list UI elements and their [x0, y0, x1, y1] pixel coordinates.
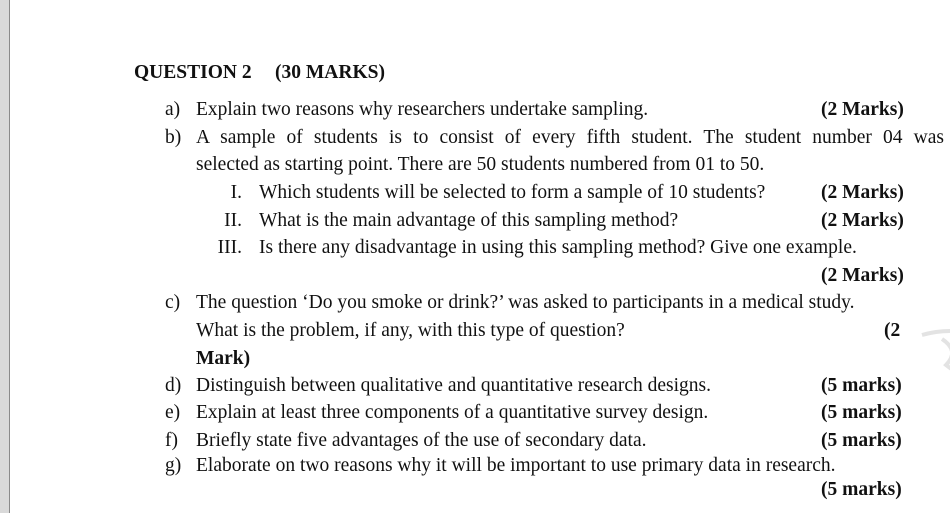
item-g-label: g) — [165, 455, 182, 476]
item-c-marks-part2: Mark) — [196, 348, 251, 369]
item-d-label: d) — [165, 375, 182, 396]
item-a-label: a) — [165, 99, 181, 120]
item-b-iii-label: III. — [217, 237, 242, 258]
item-f-label: f) — [165, 430, 178, 451]
item-b-label: b) — [165, 127, 182, 148]
item-a-marks: (2 Marks) — [821, 99, 904, 120]
item-c-marks-part1: (2 — [884, 320, 901, 341]
question-title: QUESTION 2 — [134, 62, 252, 83]
item-b-ii-label: II. — [224, 210, 242, 231]
item-b-ii-marks: (2 Marks) — [821, 210, 904, 231]
item-c-text-line1: The question ‘Do you smoke or drink?’ was asked to participants in a medical study. — [196, 292, 855, 313]
item-e-label: e) — [165, 402, 181, 423]
item-f-marks: (5 marks) — [821, 430, 902, 451]
item-b-i-text: Which students will be selected to form a sample of 10 students? — [259, 182, 766, 203]
item-g-marks: (5 marks) — [821, 479, 902, 500]
item-g-text: Elaborate on two reasons why it will be important to use primary data in research. — [196, 455, 836, 476]
item-c-label: c) — [165, 292, 181, 313]
item-b-i-label: I. — [230, 182, 242, 203]
page-left-edge — [0, 0, 10, 513]
item-b-iii-text: Is there any disadvantage in using this sampling method? Give one example. — [259, 237, 857, 258]
item-c-text-line2: What is the problem, if any, with this type of question? — [196, 320, 625, 341]
item-d-marks: (5 marks) — [821, 375, 902, 396]
item-b-ii-text: What is the main advantage of this sampling method? — [259, 210, 679, 231]
item-f-text: Briefly state five advantages of the use of secondary data. — [196, 430, 647, 451]
item-b-text-line1: A sample of students is to consist of every fifth student. The student number 04 was — [196, 127, 944, 148]
item-b-text-line2: selected as starting point. There are 50 students numbered from 01 to 50. — [196, 154, 765, 175]
item-b-i-marks: (2 Marks) — [821, 182, 904, 203]
item-d-text: Distinguish between qualitative and quantitative research designs. — [196, 375, 711, 396]
item-e-text: Explain at least three components of a quantitative survey design. — [196, 402, 709, 423]
watermark-logo — [920, 325, 950, 385]
item-e-marks: (5 marks) — [821, 402, 902, 423]
item-a-text: Explain two reasons why researchers undertake sampling. — [196, 99, 649, 120]
item-b-iii-marks: (2 Marks) — [821, 265, 904, 286]
question-total-marks: (30 MARKS) — [275, 62, 385, 83]
